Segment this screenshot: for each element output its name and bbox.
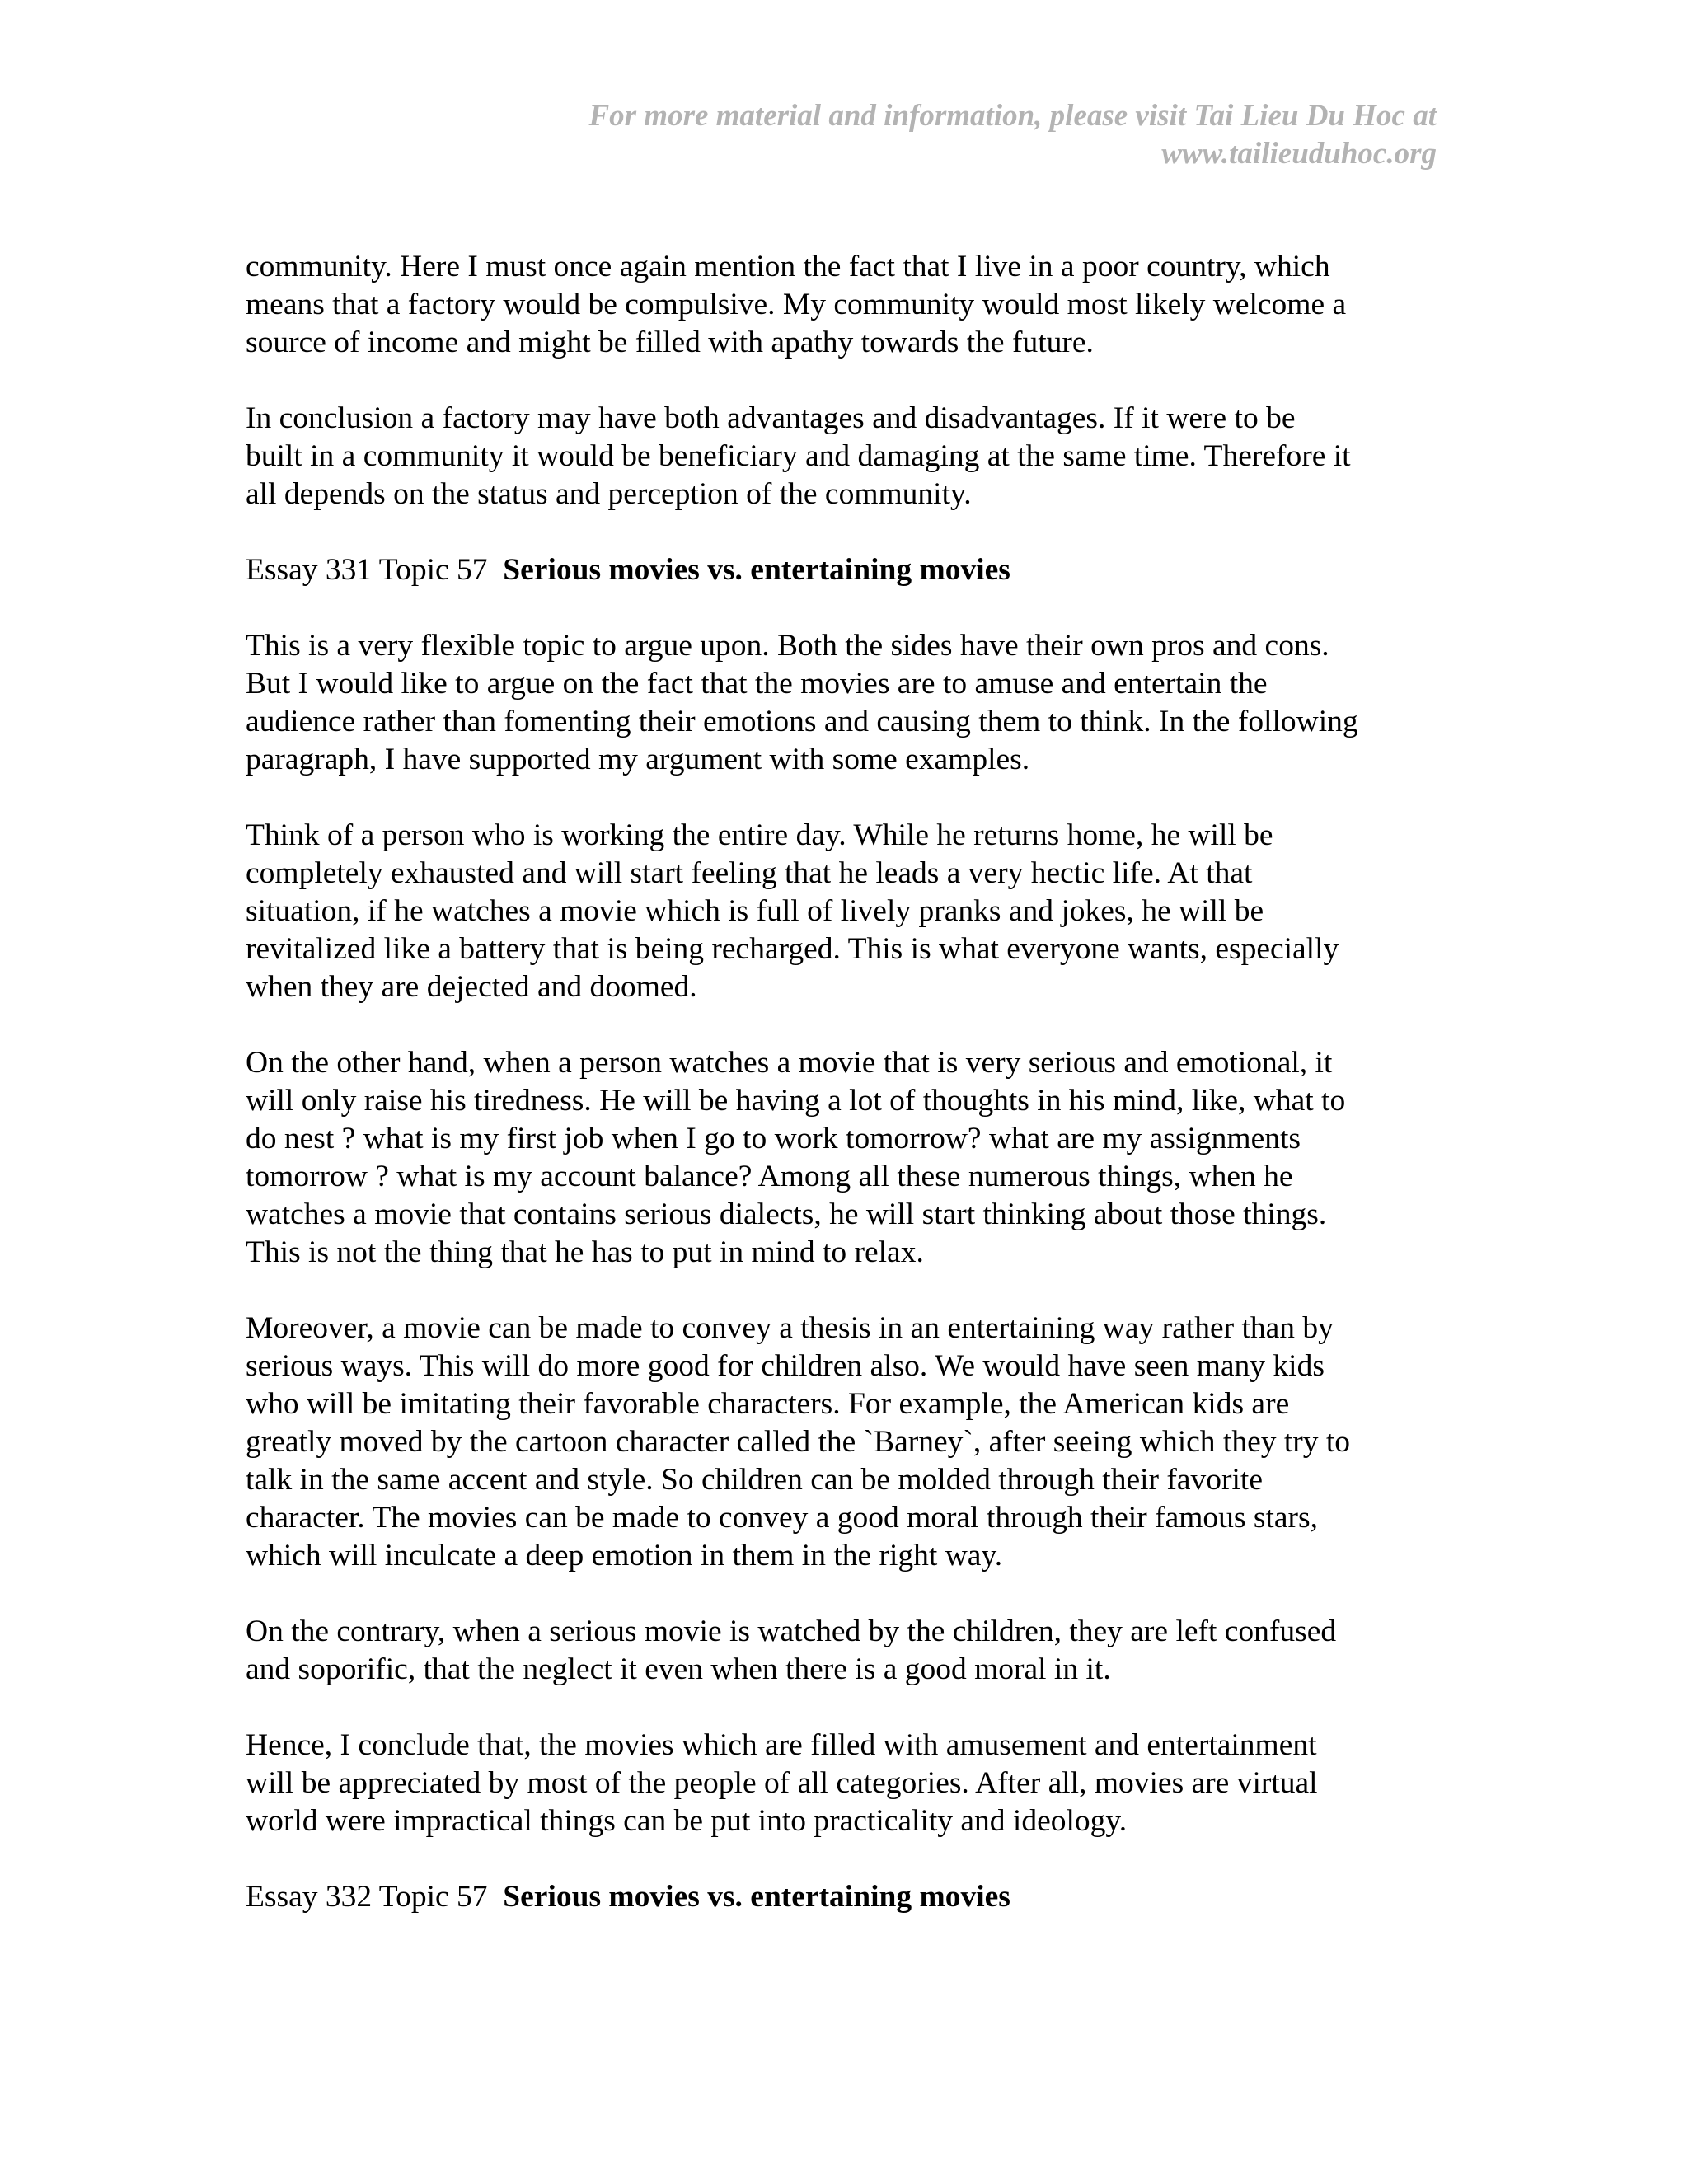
text-line: This is a very flexible topic to argue upon. Both the sides have their own pros and cons. bbox=[246, 629, 1329, 663]
essay-title: Serious movies vs. entertaining movies bbox=[503, 553, 1010, 587]
page-header bbox=[283, 97, 1437, 173]
text-line: will only raise his tiredness. He will be having a lot of thoughts in his mind, like, what to bbox=[246, 1084, 1346, 1118]
text-line: built in a community it would be beneficiary and damaging at the same time. Therefore it bbox=[246, 439, 1351, 473]
essay-number: Essay 331 Topic 57 bbox=[246, 553, 488, 587]
text-line: and soporific, that the neglect it even when there is a good moral in it. bbox=[246, 1652, 1111, 1686]
text-line: character. The movies can be made to convey a good moral through their famous stars, bbox=[246, 1501, 1318, 1535]
text-line: which will inculcate a deep emotion in them in the right way. bbox=[246, 1539, 1003, 1572]
text-line: situation, if he watches a movie which is full of lively pranks and jokes, he will be bbox=[246, 894, 1264, 928]
text-line: Hence, I conclude that, the movies which are filled with amusement and entertainment bbox=[246, 1728, 1317, 1762]
essay-title: Serious movies vs. entertaining movies bbox=[503, 1880, 1010, 1914]
text-line: paragraph, I have supported my argument with some examples. bbox=[246, 743, 1030, 776]
text-line: all depends on the status and perception of the community. bbox=[246, 477, 972, 511]
text-line: In conclusion a factory may have both advantages and disadvantages. If it were to be bbox=[246, 401, 1296, 435]
text-line: serious ways. This will do more good for children also. We would have seen many kids bbox=[246, 1349, 1325, 1383]
text-line: do nest ? what is my first job when I go to work tomorrow? what are my assignments bbox=[246, 1122, 1301, 1155]
essay-heading bbox=[246, 1878, 1441, 1916]
text-line: watches a movie that contains serious dialects, he will start thinking about those things. bbox=[246, 1197, 1327, 1231]
text-line: world were impractical things can be put into practicality and ideology. bbox=[246, 1804, 1128, 1838]
text-line: community. Here I must once again mention the fact that I live in a poor country, which bbox=[246, 250, 1330, 284]
text-line: who will be imitating their favorable characters. For example, the American kids are bbox=[246, 1387, 1290, 1421]
text-line: will be appreciated by most of the people of all categories. After all, movies are virtual bbox=[246, 1766, 1318, 1800]
text-line: source of income and might be filled with apathy towards the future. bbox=[246, 326, 1094, 359]
header-url: www.tailieuduhoc.org bbox=[1161, 137, 1437, 171]
paragraph bbox=[246, 1613, 1441, 1689]
text-line: completely exhausted and will start feeling that he leads a very hectic life. At that bbox=[246, 856, 1253, 890]
text-line: revitalized like a battery that is being recharged. This is what everyone wants, especially bbox=[246, 932, 1339, 966]
paragraph bbox=[246, 1727, 1441, 1840]
text-line: But I would like to argue on the fact that the movies are to amuse and entertain the bbox=[246, 667, 1268, 701]
paragraph bbox=[246, 248, 1441, 362]
text-line: when they are dejected and doomed. bbox=[246, 970, 697, 1004]
text-line: talk in the same accent and style. So children can be molded through their favorite bbox=[246, 1463, 1263, 1497]
paragraph bbox=[246, 817, 1441, 1006]
paragraph bbox=[246, 627, 1441, 779]
paragraph bbox=[246, 400, 1441, 513]
paragraph bbox=[246, 1310, 1441, 1575]
text-line: On the contrary, when a serious movie is watched by the children, they are left confused bbox=[246, 1615, 1337, 1648]
text-line: Think of a person who is working the entire day. While he returns home, he will be bbox=[246, 818, 1273, 852]
text-line: means that a factory would be compulsive. My community would most likely welcome a bbox=[246, 288, 1347, 321]
essay-heading bbox=[246, 551, 1441, 589]
text-line: greatly moved by the cartoon character called the `Barney`, after seeing which they try to bbox=[246, 1425, 1351, 1459]
header-line-1: For more material and information, please visit Tai Lieu Du Hoc at bbox=[588, 99, 1437, 133]
text-line: This is not the thing that he has to put in mind to relax. bbox=[246, 1235, 924, 1269]
text-line: Moreover, a movie can be made to convey a thesis in an entertaining way rather than by bbox=[246, 1311, 1334, 1345]
document-body bbox=[246, 248, 1441, 1954]
text-line: audience rather than fomenting their emotions and causing them to think. In the following bbox=[246, 705, 1358, 738]
text-line: On the other hand, when a person watches a movie that is very serious and emotional, it bbox=[246, 1046, 1333, 1080]
essay-number: Essay 332 Topic 57 bbox=[246, 1880, 488, 1914]
paragraph bbox=[246, 1044, 1441, 1272]
text-line: tomorrow ? what is my account balance? Among all these numerous things, when he bbox=[246, 1160, 1293, 1193]
